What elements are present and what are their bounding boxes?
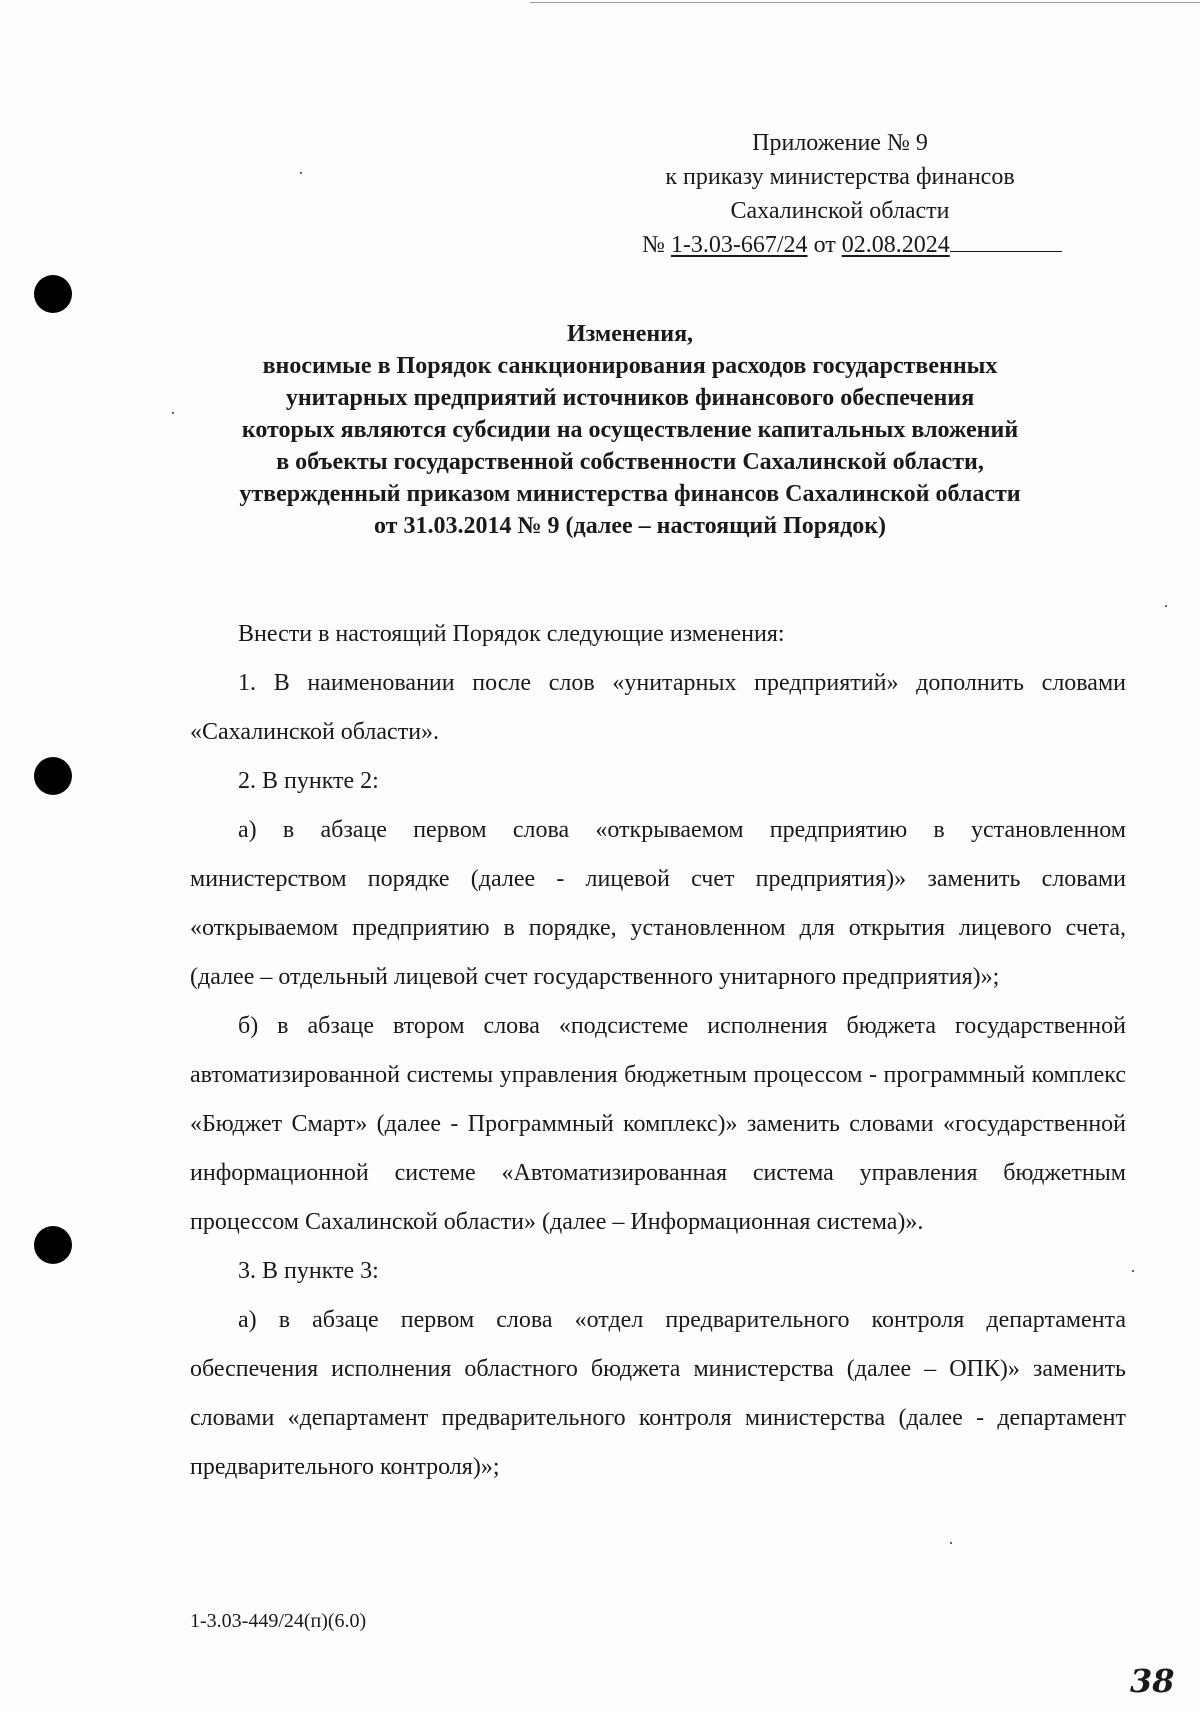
appendix-header	[560, 126, 1120, 262]
title-line: утвержденный приказом министерства финансов Сахалинской области	[239, 481, 1021, 507]
order-number-prefix: №	[642, 232, 665, 258]
body-paragraph-item-2: 2. В пункте 2:	[238, 768, 379, 794]
title-line: унитарных предприятий источников финансового обеспечения	[285, 385, 975, 411]
document-body	[190, 610, 1126, 1492]
appendix-title: Приложение № 9	[752, 130, 928, 156]
body-paragraph-item-2b: б) в абзаце втором слова «подсистеме исполнения бюджета государственной автоматизированной системы управления бюджетным процессом - программный комплекс «Бюджет Смарт» (далее - Программный комплекс)» заменить словами «государственной информационной системе «Автоматизированная система управления бюджетным процессом Сахалинской области» (далее – Информационная система)».	[190, 1013, 1126, 1235]
order-date: 02.08.2024	[841, 232, 950, 258]
title-line: Изменения,	[566, 321, 694, 347]
scan-speck	[300, 172, 302, 174]
title-line: от 31.03.2014 № 9 (далее – настоящий Порядок)	[373, 513, 887, 539]
punch-hole-middle	[34, 757, 72, 795]
scan-speck	[1165, 605, 1167, 607]
order-number: 1-3.03-667/24	[670, 232, 808, 258]
appendix-region: Сахалинской области	[730, 198, 950, 224]
body-paragraph-item-1: 1. В наименовании после слов «унитарных предприятий» дополнить словами «Сахалинской области».	[190, 670, 1126, 745]
body-paragraph-item-3a: а) в абзаце первом слова «отдел предварительного контроля департамента обеспечения исполнения областного бюджета министерства (далее – ОПК)» заменить словами «департамент предварительного контроля министерства (далее - департамент предварительного контроля)»;	[190, 1307, 1126, 1480]
order-date-prefix: от	[813, 232, 836, 258]
document-code: 1-3.03-449/24(п)(6.0)	[190, 1610, 367, 1632]
scan-speck	[1132, 1270, 1134, 1272]
scan-speck	[950, 1542, 952, 1544]
body-paragraph-item-3: 3. В пункте 3:	[238, 1258, 379, 1284]
body-paragraph-item-2a: а) в абзаце первом слова «открываемом предприятию в установленном министерством порядке (далее - лицевой счет предприятия)» заменить словами «открываемом предприятию в порядке, установленном для открытия лицевого счета, (далее – отдельный лицевой счет государственного унитарного предприятия)»;	[190, 817, 1126, 990]
punch-hole-bottom	[34, 1226, 72, 1264]
document-title	[160, 318, 1100, 542]
appendix-order-line	[560, 228, 1120, 262]
title-line: в объекты государственной собственности Сахалинской области,	[276, 449, 984, 475]
title-line: вносимые в Порядок санкционирования расходов государственных	[262, 353, 998, 379]
appendix-order-ref: к приказу министерства финансов	[665, 164, 1015, 190]
body-paragraph-intro: Внести в настоящий Порядок следующие изменения:	[238, 621, 785, 647]
scan-top-rule	[530, 2, 1200, 3]
punch-hole-top	[34, 275, 72, 313]
page-number: 38	[1130, 1662, 1175, 1700]
signature-underline	[950, 250, 1062, 252]
title-line: которых являются субсидии на осуществление капитальных вложений	[241, 417, 1019, 443]
